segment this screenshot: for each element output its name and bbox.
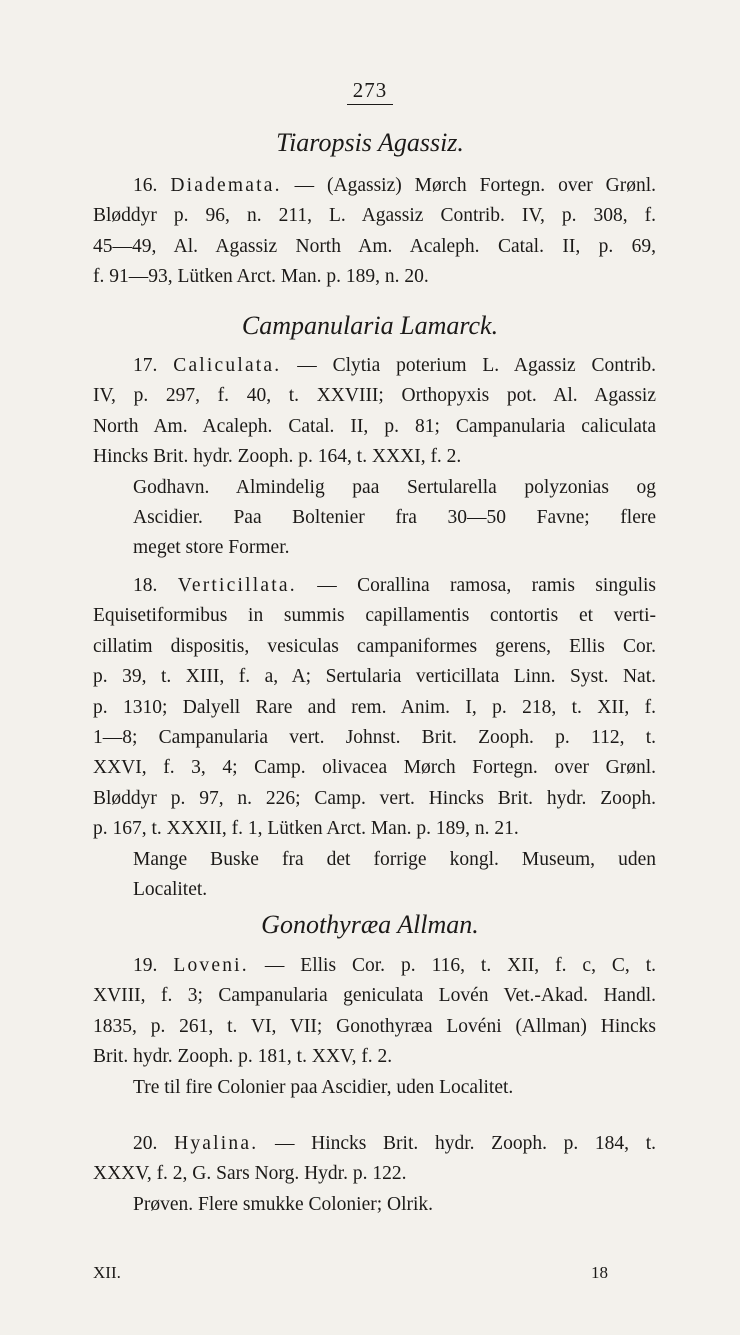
entry-first-line: 16. Diademata. — (Agassiz) Mørch Fortegn. over Grønl. — [133, 175, 657, 196]
entry-line: p. 167, t. XXXII, f. 1, Lütken Arct. Man. p. 189, n. 21. — [93, 818, 519, 840]
entry-line: f. 91—93, Lütken Arct. Man. p. 189, n. 20. — [93, 266, 429, 288]
entry-line: Bløddyr p. 96, n. 211, L. Agassiz Contrib. IV, p. 308, f. — [93, 205, 656, 227]
species-name: Caliculata. — [173, 355, 282, 376]
entry-line: Equisetiformibus in summis capillamentis contortis et verti- — [93, 605, 656, 627]
entry-16 — [93, 171, 656, 293]
entry-first-line: 19. Loveni. — Ellis Cor. p. 116, t. XII, f. c, C, t. — [133, 955, 657, 976]
entry-first-line: 17. Caliculata. — Clytia poterium L. Agassiz Contrib. — [133, 355, 656, 376]
entry-line: p. 1310; Dalyell Rare and rem. Anim. I, p. 218, t. XII, f. — [93, 696, 656, 718]
entry-line: North Am. Acaleph. Catal. II, p. 81; Campanularia caliculata — [93, 415, 656, 437]
section-heading-campanularia: Campanularia Lamarck. — [241, 311, 499, 340]
entry-20 — [93, 1129, 656, 1220]
entry-note: Prøven. Flere smukke Colonier; Olrik. — [133, 1193, 434, 1215]
entry-line: XXVI, f. 3, 4; Camp. olivacea Mørch Fortegn. over Grønl. — [93, 757, 656, 779]
signature-number: 18 — [591, 1263, 608, 1282]
entry-note: meget store Former. — [133, 537, 290, 559]
entry-line: 45—49, Al. Agassiz North Am. Acaleph. Catal. II, p. 69, — [93, 235, 656, 257]
entry-line: Brit. hydr. Zooph. p. 181, t. XXV, f. 2. — [93, 1046, 393, 1068]
entry-line: cillatim dispositis, vesiculas campaniformes gerens, Ellis Cor. — [93, 635, 656, 657]
entry-18 — [93, 571, 656, 905]
entry-17 — [93, 351, 656, 564]
section-heading-gonothyraea: Gonothyræa Allman. — [261, 910, 479, 939]
entry-line: 1—8; Campanularia vert. Johnst. Brit. Zooph. p. 112, t. — [93, 727, 656, 749]
entry-note: Mange Buske fra det forrige kongl. Museum, uden — [133, 848, 656, 870]
section-heading-tiaropsis: Tiaropsis Agassiz. — [276, 128, 464, 157]
entry-line: IV, p. 297, f. 40, t. XXVIII; Orthopyxis pot. Al. Agassiz — [93, 385, 656, 407]
entry-note: Godhavn. Almindelig paa Sertularella polyzonias og — [133, 476, 656, 498]
species-name: Loveni. — [173, 955, 249, 976]
entry-line: Bløddyr p. 97, n. 226; Camp. vert. Hincks Brit. hydr. Zooph. — [93, 787, 656, 809]
entry-line: 1835, p. 261, t. VI, VII; Gonothyræa Lovéni (Allman) Hincks — [93, 1015, 656, 1037]
entry-line: p. 39, t. XIII, f. a, A; Sertularia verticillata Linn. Syst. Nat. — [93, 666, 656, 688]
entry-line: XVIII, f. 3; Campanularia geniculata Lovén Vet.-Akad. Handl. — [93, 985, 656, 1007]
entry-note: Localitet. — [133, 879, 208, 901]
species-name: Hyalina. — [174, 1133, 259, 1154]
page-number: 273 — [0, 78, 740, 103]
species-name: Diademata. — [170, 175, 282, 196]
signature-footer — [93, 1263, 608, 1283]
species-name: Verticillata. — [177, 575, 297, 596]
entry-note: Tre til fire Colonier paa Ascidier, uden Localitet. — [133, 1076, 514, 1098]
entry-19 — [93, 951, 656, 1103]
entry-line: XXXV, f. 2, G. Sars Norg. Hydr. p. 122. — [93, 1163, 407, 1185]
entry-first-line: 20. Hyalina. — Hincks Brit. hydr. Zooph. p. 184, t. — [133, 1133, 657, 1154]
signature-mark: XII. — [93, 1263, 121, 1282]
entry-first-line: 18. Verticillata. — Corallina ramosa, ramis singulis — [133, 575, 656, 596]
entry-line: Hincks Brit. hydr. Zooph. p. 164, t. XXXI, f. 2. — [93, 446, 462, 468]
entry-note: Ascidier. Paa Boltenier fra 30—50 Favne; flere — [133, 507, 656, 529]
